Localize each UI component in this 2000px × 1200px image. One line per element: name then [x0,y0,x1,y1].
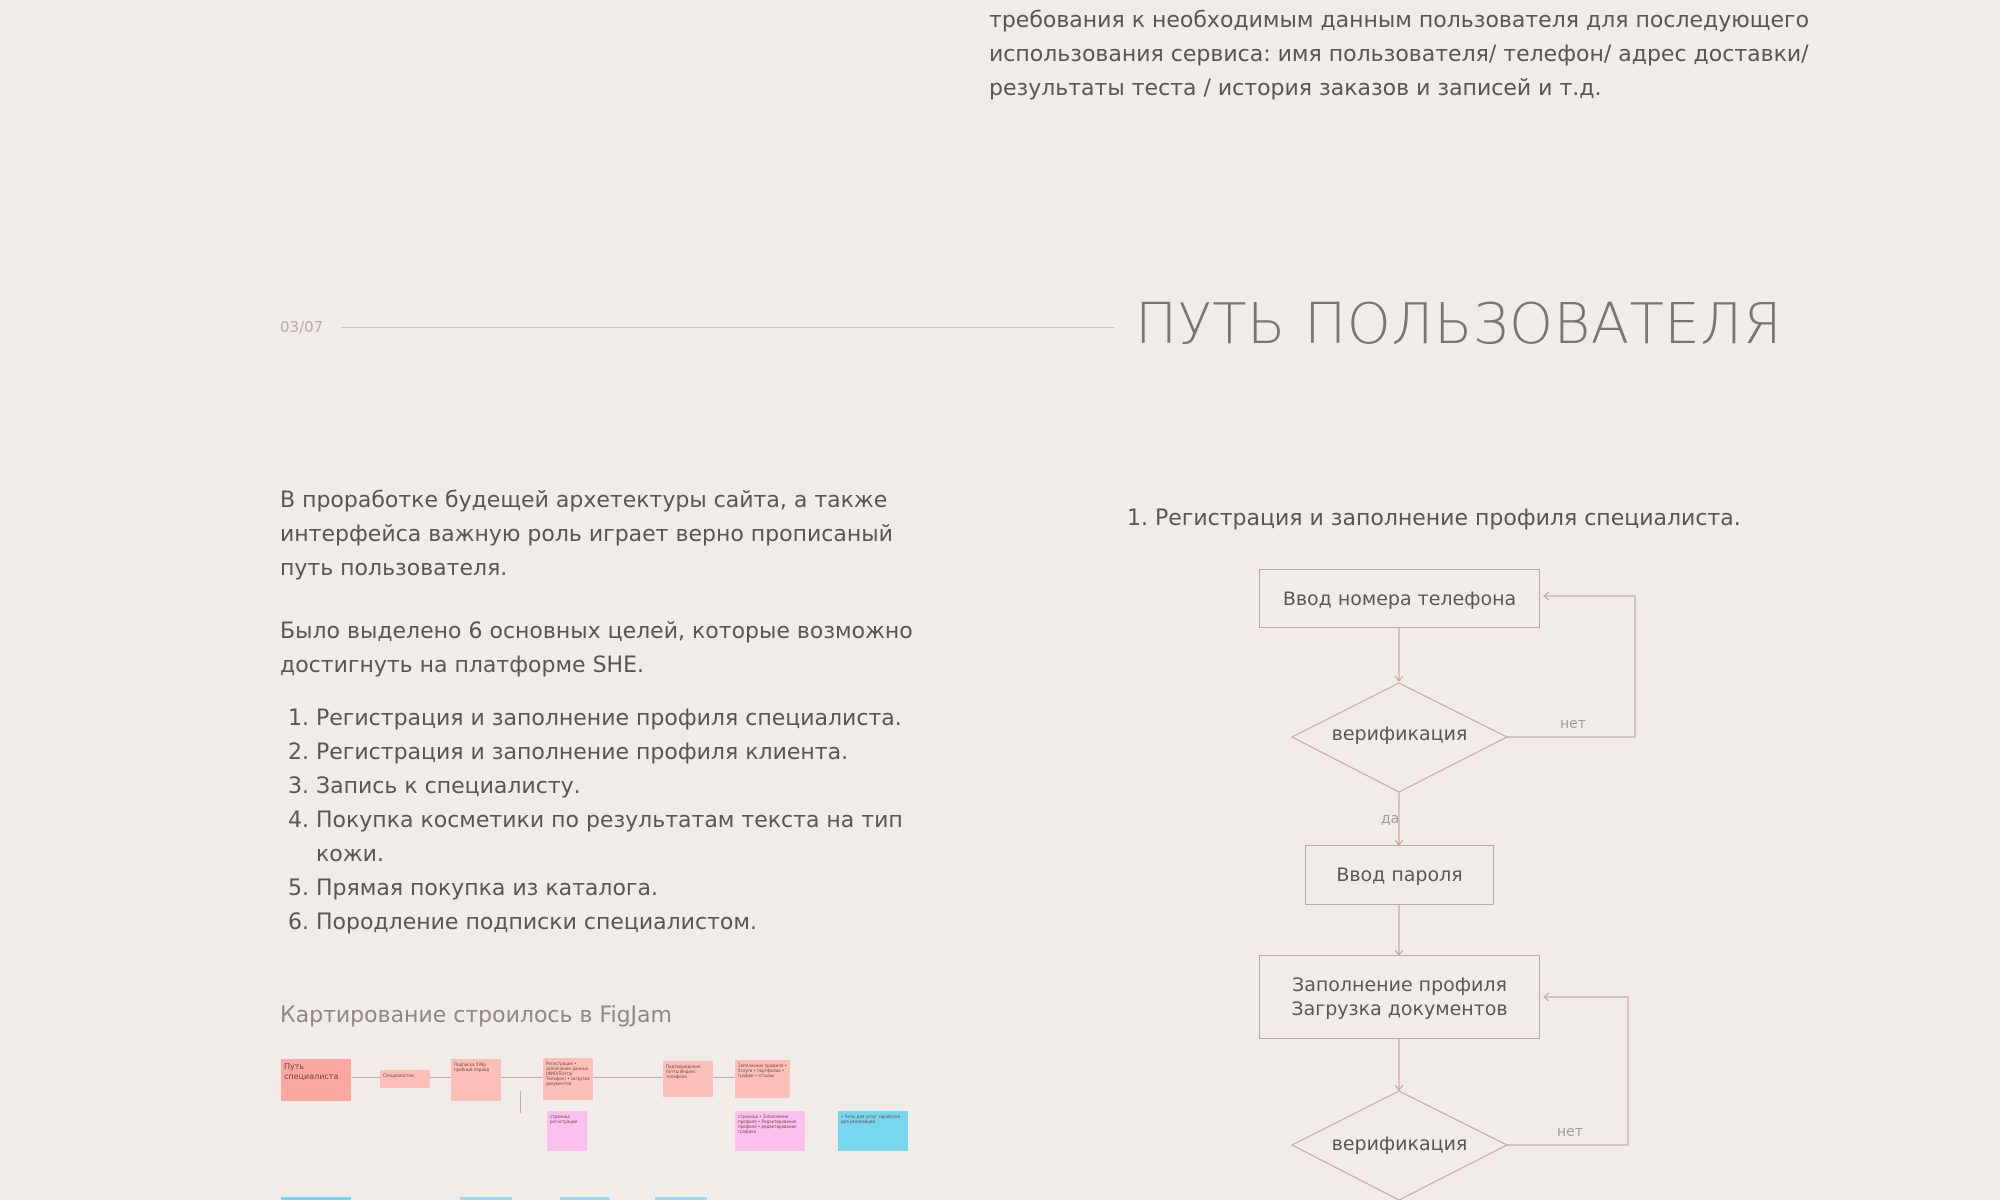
goal-text: Покупка косметики по результатам текста на тип [316,808,903,833]
flow-node-label: Заполнение профиля [1292,974,1507,996]
goal-number: 5. [288,876,309,901]
section-title: ПУТЬ ПОЛЬЗОВАТЕЛЯ [1135,292,1783,357]
text-line: интерфейса важную роль играет верно прописаный [280,522,893,547]
goal-number: 4. [288,808,309,833]
flow-label-no: нет [1560,716,1586,732]
intro-line: использования сервиса: имя пользователя/ телефон/ адрес доставки/ [989,42,1809,67]
text-line: Было выделено 6 основных целей, которые возможно [280,619,913,644]
flow-node-phone [1259,569,1540,628]
goal-text: Регистрация и заполнение профиля специалиста. [316,706,902,731]
flow-node-verify-2: верификация [1331,1133,1468,1155]
goal-text: Запись к специалисту. [316,774,581,799]
sticky-note: Подтверждение почты Индекс телефона [663,1061,713,1097]
flow-node-label: Ввод пароля [1336,864,1463,886]
text-line: достигнуть на платформе SHE. [280,653,644,678]
flow-label-yes: да [1381,811,1400,827]
goal-text: кожи. [316,842,384,867]
figjam-caption: Картирование строилось в FigJam [280,1003,672,1028]
goal-number: 6. [288,910,309,935]
goal-text: Регистрация и заполнение профиля клиента. [316,740,849,765]
sticky-note: страница регистрации [547,1111,587,1151]
sticky-note: страница • Заполнение профиля • Редактирование профиля • редактирование графика [735,1111,805,1151]
section-number: 03/07 [280,318,324,336]
text-line: путь пользователя. [280,556,508,581]
sticky-note-title: Путь специалиста [281,1059,351,1101]
intro-line: требования к необходимым данным пользователя для последующего [989,8,1810,33]
goal-number: 2. [288,740,309,765]
sticky-note: Подписка 599р пробный период [451,1059,501,1101]
flow-title: 1. Регистрация и заполнение профиля специалиста. [1127,506,1741,531]
flow-label-no: нет [1557,1124,1583,1140]
sticky-note: Заполнение профиля • Услуги • портфолио • график • отзывы [735,1060,790,1098]
sticky-note: Специалистам [380,1070,430,1088]
flow-node-verify-1: верификация [1331,723,1468,745]
goal-number: 1. [288,706,309,731]
goal-text: Прямая покупка из каталога. [316,876,658,901]
goal-text: Породление подписки специалистом. [316,910,757,935]
sticky-note: Регистрация • заполнение данных (ФИО/Почта/Телефон) • загрузка документов [543,1058,593,1100]
flow-node-label: Ввод номера телефона [1282,587,1517,610]
text-line: В проработке будещей архетектуры сайта, а также [280,488,888,513]
sticky-note: • Чаты для услуг заработка для реализации [838,1111,908,1151]
flow-node-profile [1259,955,1540,1039]
flow-node-label: Загрузка документов [1291,998,1508,1020]
flow-node-password [1305,845,1494,905]
intro-line: результаты теста / история заказов и записей и т.д. [989,76,1602,101]
goal-number: 3. [288,774,309,799]
